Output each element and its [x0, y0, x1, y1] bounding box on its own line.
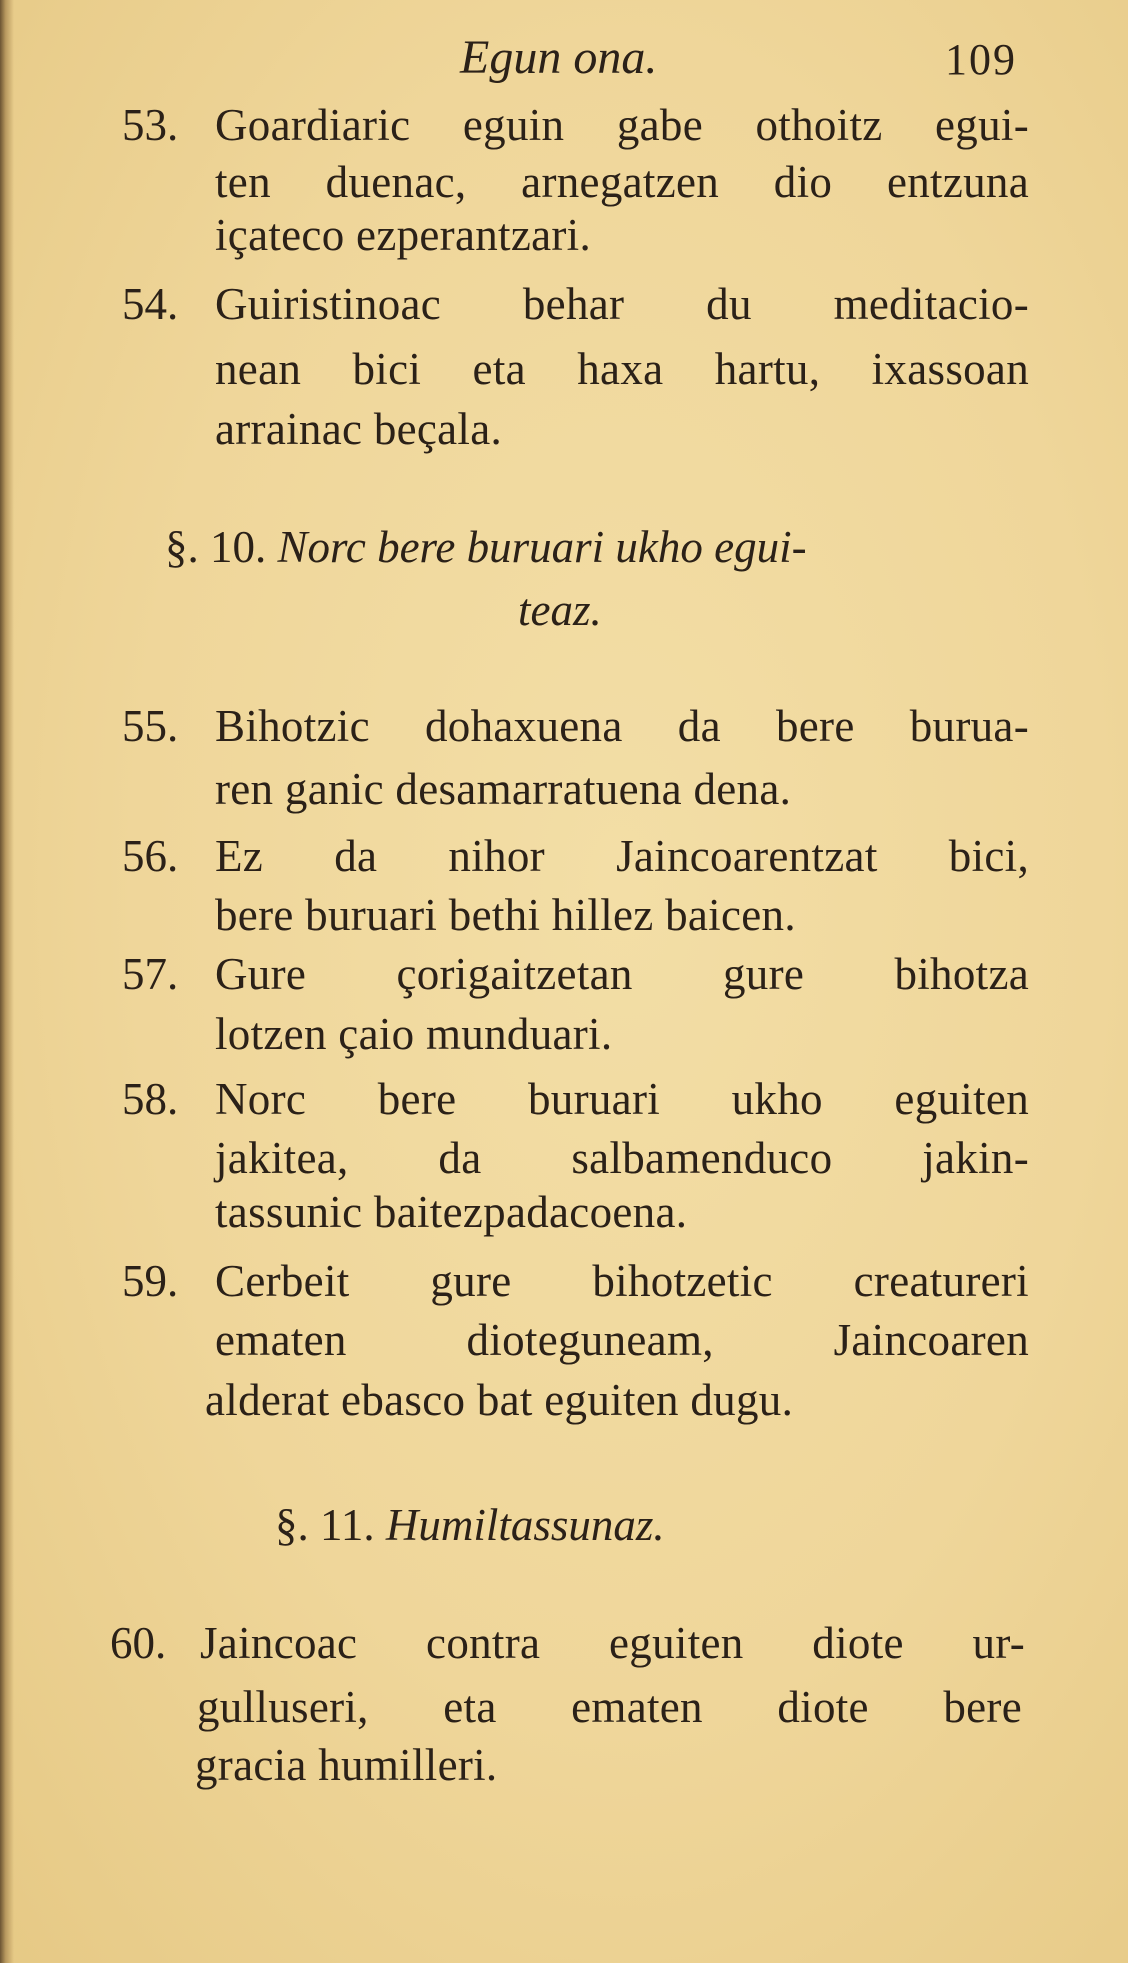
item-number: 56.: [122, 831, 179, 881]
section-heading: [165, 517, 807, 577]
section-title: Norc bere buruari ukho egui-: [277, 522, 807, 572]
section-heading-cont: [518, 580, 602, 640]
item-line: Ez da nihor Jaincoarentzat bici,: [215, 831, 1029, 881]
item-line: gulluseri, eta ematen diote bere: [197, 1682, 1022, 1732]
item-line: Bihotzic dohaxuena da bere burua-: [215, 701, 1029, 751]
item-line: Cerbeit gure bihotzetic creatureri: [215, 1256, 1029, 1306]
item-line: ren ganic desamarratuena dena.: [215, 764, 792, 814]
item-line: ematen dioteguneam, Jaincoaren: [215, 1315, 1029, 1365]
page-number: 109: [945, 35, 1017, 84]
item-line: Goardiaric eguin gabe othoitz egui-: [215, 100, 1029, 150]
item-line: alderat ebasco bat eguiten dugu.: [205, 1375, 794, 1425]
item-number: 60.: [110, 1618, 167, 1668]
section-title: Humiltassunaz.: [385, 1500, 665, 1550]
item-number: 59.: [122, 1256, 179, 1306]
item-number: 54.: [122, 279, 179, 329]
item-line: Jaincoac contra eguiten diote ur-: [200, 1618, 1025, 1668]
item-line: jakitea, da salbamenduco jakin-: [215, 1133, 1029, 1183]
item-line: içateco ezperantzari.: [215, 210, 592, 260]
item-line: ten duenac, arnegatzen dio entzuna: [215, 157, 1029, 207]
section-title: teaz.: [518, 585, 602, 635]
section-mark: §. 11.: [275, 1500, 375, 1550]
running-title: Egun ona.: [460, 31, 658, 84]
item-line: Norc bere buruari ukho eguiten: [215, 1074, 1029, 1124]
section-heading: [275, 1495, 665, 1555]
item-line: Guiristinoac behar du meditacio-: [215, 279, 1029, 329]
item-line: bere buruari bethi hillez baicen.: [215, 890, 796, 940]
item-line: tassunic baitezpadacoena.: [215, 1187, 688, 1237]
item-line: arrainac beçala.: [215, 404, 503, 454]
item-number: 53.: [122, 100, 179, 150]
item-line: gracia humilleri.: [195, 1740, 498, 1790]
item-line: lotzen çaio munduari.: [215, 1009, 613, 1059]
book-binding-edge: [0, 0, 14, 1963]
section-mark: §. 10.: [165, 522, 267, 572]
item-line: nean bici eta haxa hartu, ixassoan: [215, 344, 1029, 394]
item-number: 55.: [122, 701, 179, 751]
item-number: 58.: [122, 1074, 179, 1124]
item-line: Gure çorigaitzetan gure bihotza: [215, 949, 1029, 999]
item-number: 57.: [122, 949, 179, 999]
